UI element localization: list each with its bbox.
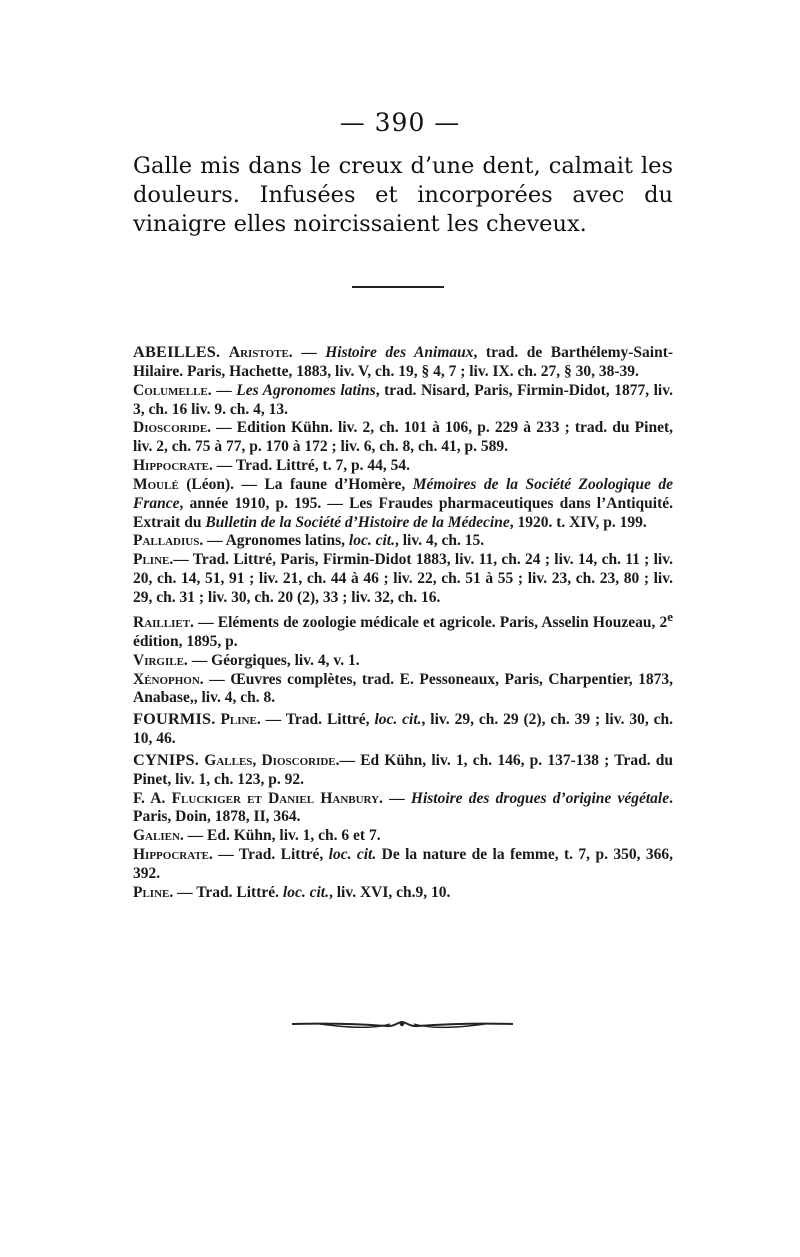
entry-title: Mémoires de la Société Zoologique de France bbox=[133, 475, 673, 512]
entry-text: , année 1910, p. 195. — Les Fraudes pharmaceutiques dans l’Antiquité. Extrait du bbox=[133, 494, 673, 531]
bibliography bbox=[133, 343, 673, 903]
entry-heading: FOURMIS. bbox=[133, 709, 216, 729]
section-divider bbox=[352, 286, 444, 288]
biblio-entry bbox=[133, 457, 673, 476]
biblio-entry bbox=[133, 751, 673, 790]
entry-text: édition, 1895, p. bbox=[133, 632, 238, 650]
entry-loc-cit: loc. cit. bbox=[348, 532, 395, 550]
entry-superscript: e bbox=[667, 608, 673, 624]
entry-text: — Eléments de zoologie médicale et agricole. Paris, Asselin Houzeau, 2 bbox=[193, 613, 668, 631]
entry-text: , liv. 4, ch. 15. bbox=[394, 532, 485, 550]
entry-author: Pline. bbox=[133, 551, 174, 569]
entry-text: , 1920. t. XIV, p. 199. bbox=[509, 513, 647, 531]
biblio-entry bbox=[133, 710, 673, 749]
entry-author: Hippocrate. bbox=[133, 846, 213, 864]
biblio-entry bbox=[133, 382, 673, 420]
biblio-entry bbox=[133, 343, 673, 382]
entry-text: , trad. de Barthélemy-Saint-Hilaire. Paris, Hachette, 1883, liv. V, ch. 19, § 4, 7 ; liv. IX. ch. 27, § 30, 38-39. bbox=[133, 344, 674, 380]
entry-author: Columelle. bbox=[133, 381, 212, 399]
entry-author: Pline. bbox=[220, 711, 261, 729]
entry-text: — Ed Kühn, liv. 1, ch. 146, p. 137-138 ; Trad. du Pinet, liv. 1, ch. 123, p. 92. bbox=[133, 751, 673, 788]
entry-loc-cit: loc. cit. bbox=[328, 846, 377, 864]
intro-paragraph: Galle mis dans le creux d’une dent, calmait les douleurs. Infusées et incorporées avec du vinaigre elles noircissaient les cheveux. bbox=[133, 153, 673, 237]
entry-text: — Trad. Littré. bbox=[173, 883, 283, 901]
entry-text: — Trad. Littré, bbox=[212, 846, 329, 864]
entry-text: — Trad. Littré, Paris, Firmin-Didot 1883, liv. 11, ch. 24 ; liv. 14, ch. 11 ; liv. 20, ch. 14, 51, 91 ; liv. 21, ch. 44 à 46 ; liv. 22, ch. 51 à 55 ; liv. 23, ch. 23, 80 ; liv. 29, ch. 31 ; liv. 30, ch. 20 (2), 33 ; liv. 32, ch. 16. bbox=[133, 551, 673, 606]
biblio-entry bbox=[133, 652, 673, 671]
entry-author: Galien. bbox=[133, 827, 184, 845]
biblio-entry bbox=[133, 476, 673, 533]
entry-text: , trad. Nisard, Paris, Firmin-Didot, 1877, liv. 3, ch. 16 liv. 9. ch. 4, 13. bbox=[133, 381, 674, 418]
entry-text: — Ed. Kühn, liv. 1, ch. 6 et 7. bbox=[183, 827, 381, 845]
entry-loc-cit: loc. cit. bbox=[282, 883, 329, 901]
entry-text: , liv. XVI, ch.9, 10. bbox=[328, 883, 451, 901]
entry-heading: CYNIPS. bbox=[133, 749, 200, 769]
entry-heading: ABEILLES. bbox=[133, 342, 221, 361]
entry-author: Hippocrate. bbox=[133, 457, 213, 475]
biblio-entry bbox=[133, 827, 673, 846]
biblio-entry bbox=[133, 608, 673, 652]
biblio-entry bbox=[133, 671, 673, 709]
entry-author: Virgile. bbox=[133, 651, 188, 669]
entry-text: De la nature de la femme, t. 7, p. 350, 366, 392. bbox=[133, 846, 674, 882]
biblio-entry bbox=[133, 551, 673, 608]
entry-text: — Trad. Littré, bbox=[260, 711, 375, 729]
entry-text: . Paris, Doin, 1878, II, 364. bbox=[133, 789, 673, 826]
entry-author: Palladius. bbox=[133, 532, 204, 550]
entry-author: Xénophon. bbox=[133, 670, 204, 688]
biblio-entry bbox=[133, 532, 673, 551]
end-ornament-icon bbox=[290, 1014, 515, 1032]
entry-title: Les Agronomes latins bbox=[236, 381, 376, 399]
entry-text: — Agronomes latins, bbox=[203, 532, 349, 550]
entry-author: Dioscoride. bbox=[133, 419, 212, 437]
biblio-entry bbox=[133, 790, 673, 828]
entry-text: — bbox=[211, 381, 237, 399]
entry-text: — Edition Kühn. liv. 2, ch. 101 à 106, p. 229 à 233 ; trad. du Pinet, liv. 2, ch. 75 à 77, p. 170 à 172 ; liv. 6, ch. 8, ch. 41, p. 589. bbox=[133, 419, 673, 456]
entry-text: — bbox=[292, 344, 326, 361]
entry-author: Railliet. bbox=[133, 613, 194, 631]
entry-text: — bbox=[382, 789, 411, 807]
biblio-entry bbox=[133, 846, 673, 884]
entry-author: Galles, Dioscoride. bbox=[204, 751, 340, 769]
entry-title: Bulletin de la Société d’Histoire de la Médecine bbox=[205, 513, 510, 531]
entry-text: — Œuvres complètes, trad. E. Pessoneaux, Paris, Charpentier, 1873, Anabase,, liv. 4, ch. 8. bbox=[133, 670, 673, 707]
biblio-entry bbox=[133, 884, 673, 903]
biblio-entry bbox=[133, 419, 673, 457]
entry-text: — Géorgiques, liv. 4, v. 1. bbox=[187, 651, 360, 669]
entry-author: Pline. bbox=[133, 883, 174, 901]
entry-text: , liv. 29, ch. 29 (2), ch. 39 ; liv. 30, ch. 10, 46. bbox=[133, 711, 674, 748]
entry-author: F. A. Fluckiger et Daniel Hanbury. bbox=[133, 789, 383, 807]
entry-author: Aristote. bbox=[228, 344, 293, 361]
entry-loc-cit: loc. cit. bbox=[374, 711, 422, 729]
entry-author: Moulé bbox=[133, 475, 179, 493]
entry-title: Histoire des drogues d’origine végétale bbox=[410, 789, 670, 807]
entry-text: — Trad. Littré, t. 7, p. 44, 54. bbox=[212, 457, 410, 475]
entry-title: Histoire des Animaux bbox=[325, 344, 474, 361]
entry-text: (Léon). — La faune d’Homère, bbox=[178, 475, 413, 493]
page-number: — 390 — bbox=[339, 108, 461, 137]
